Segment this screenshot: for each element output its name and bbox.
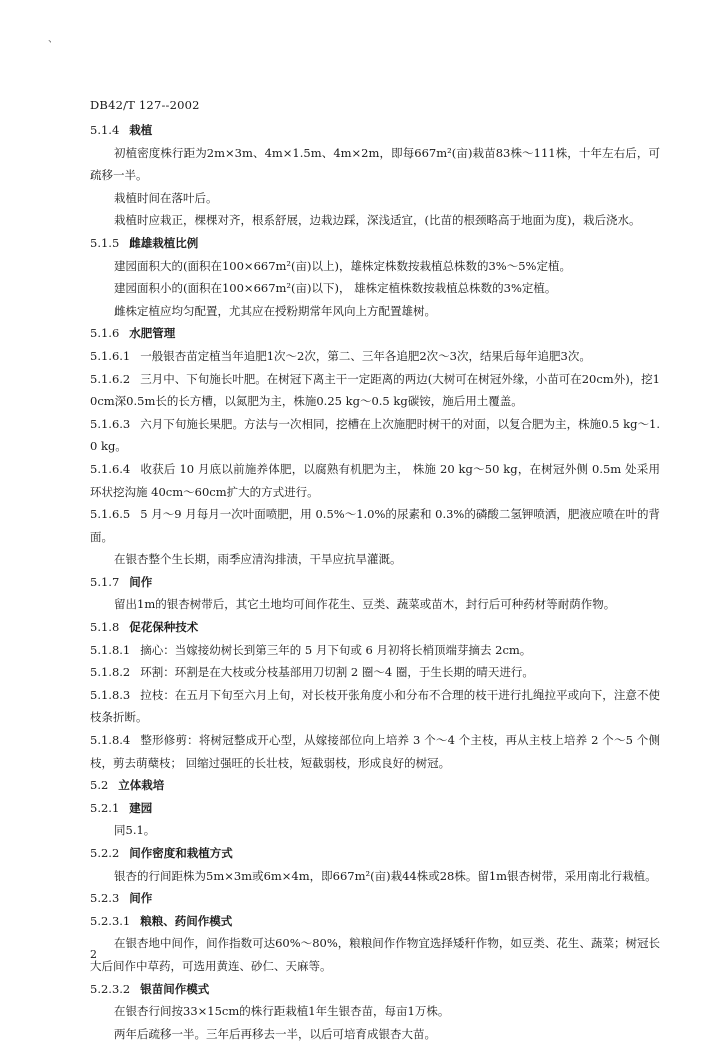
heading-text: 间作 [129,574,153,589]
paragraph-text: 栽植时应栽正，棵棵对齐，根系舒展，边栽边踩，深浅适宜，(比苗的根颈略高于地面为度)，栽后浇水。 [114,213,641,228]
heading-text: 立体栽培 [118,778,165,793]
clause-number: 5.2.3 [90,891,120,906]
section-heading [90,571,660,594]
paragraph [90,729,660,774]
paragraph-text: 初植密度株行距为2m×3m、4m×1.5m、4m×2m，即每667m²(亩)栽苗83株～111株，十年左右后，可疏移一半。 [90,145,660,183]
paragraph-text: 同5.1。 [114,823,156,838]
page-number: 2 [90,948,97,961]
paragraph [90,819,660,842]
section-heading [90,232,660,255]
paragraph [90,142,660,187]
clause-number: 5.1.7 [90,574,120,589]
paragraph [90,548,660,571]
clause-number: 5.1.8.4 [90,733,131,748]
section-heading [90,910,660,933]
paragraph-text: 银杏的行间距株为5m×3m或6m×4m，即667m²(亩)栽44株或28株。留1m银杏树带，采用南北行栽植。 [114,868,657,883]
clause-number: 5.2.3.1 [90,913,131,928]
document-header: DB42/T 127--2002 [90,98,200,112]
paragraph-text: 建园面积小的(面积在100×667m²(亩)以下)， 雄株定植株数按栽植总株数的3%定植。 [114,281,557,296]
paragraph [90,368,660,413]
paragraph [90,684,660,729]
paragraph [90,1023,660,1045]
clause-number: 5.1.5 [90,235,120,250]
section-heading [90,887,660,910]
clause-number: 5.1.6.5 [90,507,131,522]
paragraph-text: 环割：环割是在大枝或分枝基部用刀切割 2 圈～4 圈，于生长期的晴天进行。 [140,665,534,680]
clause-number: 5.2.2 [90,846,120,860]
clause-number: 5.1.8.1 [90,642,131,657]
clause-number: 5.2.3.2 [90,981,131,996]
section-heading [90,842,660,865]
paragraph-text: 建园面积大的(面积在100×667m²(亩)以上)，雄株定株数按栽植总株数的3%～5%定植。 [114,258,571,273]
clause-number: 5.1.8.3 [90,687,131,702]
heading-text: 间作密度和栽植方式 [129,846,233,860]
heading-text: 栽植 [129,123,153,137]
heading-text: 水肥管理 [129,326,176,341]
clause-number: 5.1.8 [90,620,120,635]
document-body [90,119,660,1045]
paragraph [90,639,660,662]
heading-text: 促花保种技术 [129,620,199,635]
section-heading [90,119,660,142]
section-heading [90,322,660,345]
paragraph-text: 在银杏地中间作，间作指数可达60%～80%，粮粮间作作物宜选择矮秆作物，如豆类、花生、蔬菜；树冠长大后间作中草药，可选用黄连、砂仁、天麻等。 [90,936,660,973]
paragraph-text: 三月中、下旬施长叶肥。在树冠下离主干一定距离的两边(大树可在树冠外缘，小苗可在20cm外)，挖10cm深0.5m长的长方槽，以氮肥为主，株施0.25 kg～0.5 kg碳铵，施后用土覆盖。 [90,371,660,409]
paragraph [90,1000,660,1023]
paragraph [90,345,660,368]
paragraph [90,593,660,616]
paragraph-text: 两年后疏移一半。三年后再移去一半，以后可培育成银杏大苗。 [114,1026,436,1041]
paragraph-text: 整形修剪：将树冠整成开心型，从嫁接部位向上培养 3 个～4 个主枝，再从主枝上培养 2 个～5 个侧枝，剪去萌蘖枝； 回缩过强旺的长壮枝，短截弱枝，形成良好的树冠。 [90,733,660,770]
paragraph-text: 栽植时间在落叶后。 [114,190,218,205]
heading-text: 银苗间作模式 [140,981,210,996]
paragraph-text: 六月下旬施长果肥。方法与一次相同，挖槽在上次施肥时树干的对面，以复合肥为主，株施0.5 kg～1.0 kg。 [90,416,660,454]
paragraph [90,458,660,503]
heading-text: 间作 [129,891,153,906]
paragraph-text: 留出1m的银杏树带后，其它土地均可间作花生、豆类、蔬菜或苗木，封行后可种药材等耐荫作物。 [114,597,616,612]
section-heading [90,978,660,1001]
section-heading [90,774,660,797]
paragraph-text: 一般银杏苗定植当年追肥1次～2次，第二、三年各追肥2次～3次，结果后每年追肥3次。 [140,348,591,363]
paragraph-text: 5 月～9 月每月一次叶面喷肥，用 0.5%～1.0%的尿素和 0.3%的磷酸二氢钾喷洒，肥液应喷在叶的背面。 [90,507,660,544]
paragraph [90,865,660,888]
paragraph-text: 摘心：当嫁接幼树长到第三年的 5 月下旬或 6 月初将长梢顶端芽摘去 2cm。 [140,642,532,657]
heading-text: 雌雄栽植比例 [129,235,199,250]
clause-number: 5.1.6.3 [90,416,131,431]
paragraph-text: 拉枝：在五月下旬至六月上旬，对长枝开张角度小和分布不合理的枝干进行扎绳拉平或向下，注意不使枝条折断。 [90,687,660,725]
clause-number: 5.1.6 [90,326,120,341]
paragraph-text: 收获后 10 月底以前施养体肥，以腐熟有机肥为主， 株施 20 kg～50 kg，在树冠外侧 0.5m 处采用环状挖沟施 40cm～60cm扩大的方式进行。 [90,461,660,499]
paragraph [90,413,660,458]
paragraph-text: 在银杏行间按33×15cm的株行距栽植1年生银杏苗，每亩1万株。 [114,1004,450,1019]
clause-number: 5.1.6.2 [90,371,131,386]
clause-number: 5.1.4 [90,123,120,137]
paragraph [90,277,660,300]
paragraph [90,300,660,323]
section-heading [90,797,660,820]
corner-mark: 、 [48,34,58,45]
clause-number: 5.2 [90,778,109,793]
paragraph [90,503,660,548]
section-heading [90,616,660,639]
clause-number: 5.1.8.2 [90,665,131,680]
paragraph-text: 在银杏整个生长期，雨季应清沟排渍，干旱应抗旱灌溉。 [114,552,402,567]
paragraph [90,932,660,977]
heading-text: 建园 [129,800,153,815]
paragraph [90,661,660,684]
paragraph [90,209,660,232]
paragraph [90,255,660,278]
paragraph-text: 雌株定植应均匀配置，尤其应在授粉期常年风向上方配置雄树。 [114,303,436,318]
clause-number: 5.2.1 [90,800,120,815]
clause-number: 5.1.6.4 [90,461,131,476]
clause-number: 5.1.6.1 [90,348,131,363]
paragraph [90,187,660,210]
heading-text: 粮粮、药间作模式 [140,913,233,928]
